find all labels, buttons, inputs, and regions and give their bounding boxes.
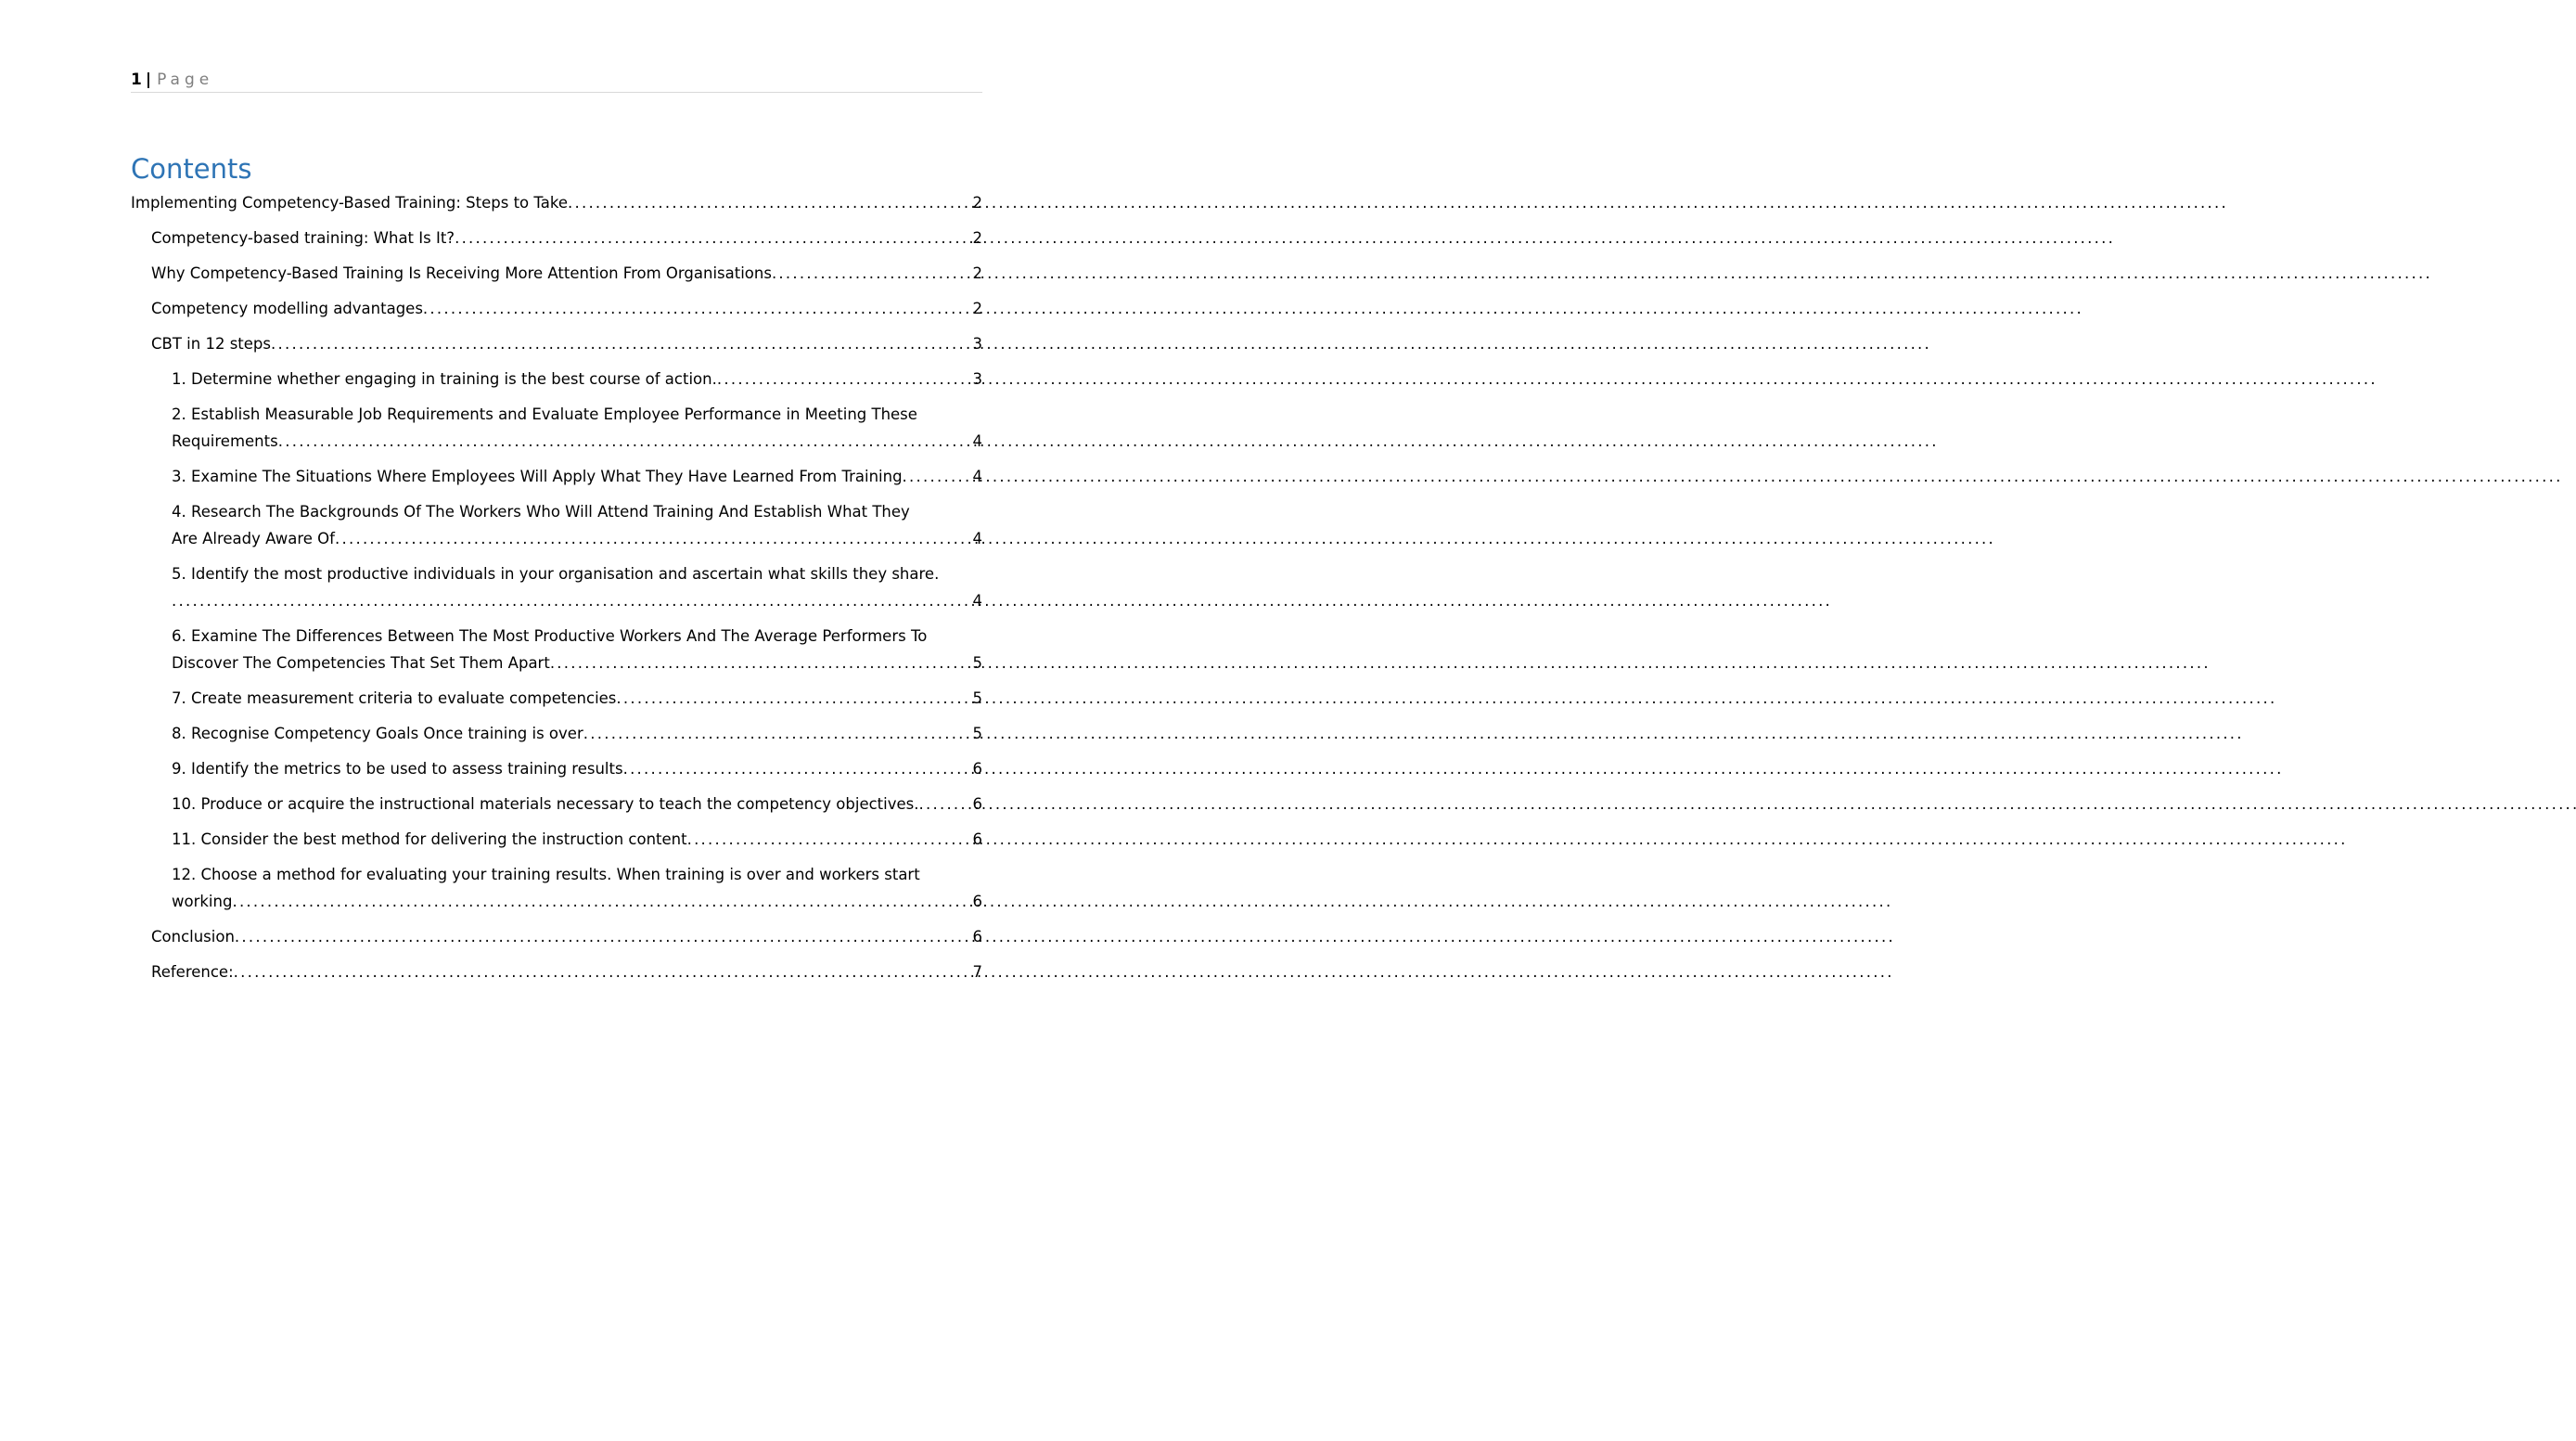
page-number: 1 <box>131 71 142 89</box>
toc-entry-text: Competency modelling advantages <box>151 300 423 317</box>
toc-entry-line <box>172 525 982 552</box>
toc-entry-text: Are Already Aware Of <box>172 530 335 547</box>
toc-entry[interactable] <box>151 216 982 251</box>
table-of-contents <box>131 187 982 985</box>
dot-leader <box>687 826 971 853</box>
document-page <box>0 0 1113 1441</box>
dot-leader <box>772 260 971 287</box>
toc-entry-page-number: 3 <box>972 370 982 388</box>
toc-entry[interactable] <box>172 853 982 915</box>
toc-entry[interactable] <box>151 322 982 357</box>
toc-entry-text: 7. Create measurement criteria to evaluate competencies <box>172 689 617 707</box>
dot-leader <box>172 587 971 614</box>
toc-entry-page-number: 3 <box>972 335 982 353</box>
toc-entry-line <box>172 463 982 490</box>
toc-entry-text: Why Competency-Based Training Is Receiving More Attention From Organisations <box>151 264 772 282</box>
dot-leader <box>717 366 971 392</box>
toc-entry-text: Reference: <box>151 963 234 981</box>
toc-entry-text-first-line: 5. Identify the most productive individuals in your organisation and ascertain what skills they share. <box>172 565 940 583</box>
dot-leader <box>583 720 971 747</box>
toc-entry-text: 10. Produce or acquire the instructional materials necessary to teach the competency objectives. <box>172 795 919 813</box>
dot-leader <box>918 791 970 817</box>
dot-leader <box>616 685 970 712</box>
page-header <box>131 67 982 93</box>
toc-entry-text: working <box>172 893 233 910</box>
toc-entry-page-number: 5 <box>972 654 982 672</box>
dot-leader <box>455 225 970 251</box>
toc-entry-text: 8. Recognise Competency Goals Once training is over <box>172 725 583 742</box>
toc-entry-text: Implementing Competency-Based Training: Steps to Take <box>131 194 568 212</box>
toc-entry-text: CBT in 12 steps <box>151 335 271 353</box>
toc-entry[interactable] <box>172 747 982 782</box>
toc-entry-page-number: 6 <box>972 795 982 813</box>
toc-entry-text: 9. Identify the metrics to be used to assess training results <box>172 760 623 778</box>
toc-entry-text: 11. Consider the best method for delivering the instruction content <box>172 830 687 848</box>
toc-entry-page-number: 5 <box>972 689 982 707</box>
toc-entry-text-first-line: 4. Research The Backgrounds Of The Workers Who Will Attend Training And Establish What They <box>172 503 910 521</box>
toc-entry-page-number: 6 <box>972 928 982 946</box>
toc-entry[interactable] <box>172 490 982 552</box>
toc-entry-line <box>151 923 982 950</box>
toc-entry[interactable] <box>172 455 982 490</box>
toc-entry-page-number: 2 <box>972 229 982 247</box>
toc-entry-page-number: 6 <box>972 830 982 848</box>
header-divider <box>131 92 982 93</box>
toc-title: Contents <box>131 153 252 185</box>
toc-entry-line <box>172 587 982 614</box>
toc-entry[interactable] <box>172 817 982 853</box>
toc-entry-text: Requirements <box>172 432 278 450</box>
toc-entry-line <box>172 755 982 782</box>
toc-entry-page-number: 6 <box>972 760 982 778</box>
toc-entry-line <box>172 685 982 712</box>
toc-entry-line <box>151 260 982 287</box>
toc-entry-line <box>151 330 982 357</box>
dot-leader <box>232 888 970 915</box>
toc-entry[interactable] <box>172 676 982 712</box>
toc-entry-text-first-line: 2. Establish Measurable Job Requirements and Evaluate Employee Performance in Meeting These <box>172 405 917 423</box>
toc-entry-page-number: 4 <box>972 432 982 450</box>
dot-leader <box>271 330 971 357</box>
dot-leader <box>335 525 971 552</box>
toc-entry-text: Discover The Competencies That Set Them Apart <box>172 654 550 672</box>
toc-entry-page-number: 7 <box>972 963 982 981</box>
dot-leader <box>234 959 971 985</box>
dot-leader <box>423 295 971 322</box>
toc-entry[interactable] <box>172 552 982 614</box>
toc-entry-line <box>172 826 982 853</box>
toc-entry-line <box>172 428 982 455</box>
dot-leader <box>278 428 971 455</box>
toc-entry[interactable] <box>131 187 982 216</box>
toc-entry-page-number: 4 <box>972 592 982 610</box>
toc-entry-line <box>151 225 982 251</box>
page-label: Page <box>157 71 214 89</box>
dot-leader <box>623 755 971 782</box>
toc-entry[interactable] <box>151 287 982 322</box>
toc-entry-line <box>172 720 982 747</box>
toc-entry[interactable] <box>172 712 982 747</box>
dot-leader <box>568 189 971 216</box>
toc-entry[interactable] <box>151 950 982 985</box>
toc-entry[interactable] <box>151 915 982 950</box>
dot-leader <box>550 650 971 676</box>
toc-entry-line <box>172 791 982 817</box>
toc-entry-text: 1. Determine whether engaging in training is the best course of action. <box>172 370 717 388</box>
toc-entry-text-first-line: 6. Examine The Differences Between The Most Productive Workers And The Average Performers To <box>172 627 928 645</box>
toc-entry-line <box>131 189 982 216</box>
dot-leader <box>903 463 971 490</box>
toc-entry-page-number: 6 <box>972 893 982 910</box>
toc-entry-line <box>172 650 982 676</box>
toc-entry-page-number: 2 <box>972 300 982 317</box>
toc-entry[interactable] <box>172 614 982 676</box>
toc-entry-text-first-line: 12. Choose a method for evaluating your training results. When training is over and workers start <box>172 866 920 883</box>
toc-entry-page-number: 4 <box>972 530 982 547</box>
toc-entry-page-number: 4 <box>972 468 982 485</box>
header-separator: | <box>145 71 152 89</box>
toc-entry-line <box>172 366 982 392</box>
toc-entry-line <box>151 959 982 985</box>
toc-entry-text: Conclusion <box>151 928 235 946</box>
toc-entry-text: Competency-based training: What Is It? <box>151 229 455 247</box>
toc-entry[interactable] <box>172 392 982 455</box>
toc-entry-text: 3. Examine The Situations Where Employees Will Apply What They Have Learned From Training <box>172 468 903 485</box>
dot-leader <box>235 923 971 950</box>
toc-entry-line <box>172 888 982 915</box>
toc-entry[interactable] <box>151 251 982 287</box>
toc-entry-page-number: 2 <box>972 194 982 212</box>
toc-entry-page-number: 5 <box>972 725 982 742</box>
toc-entry[interactable] <box>172 357 982 392</box>
toc-entry[interactable] <box>172 782 982 817</box>
toc-entry-line <box>151 295 982 322</box>
toc-entry-page-number: 2 <box>972 264 982 282</box>
